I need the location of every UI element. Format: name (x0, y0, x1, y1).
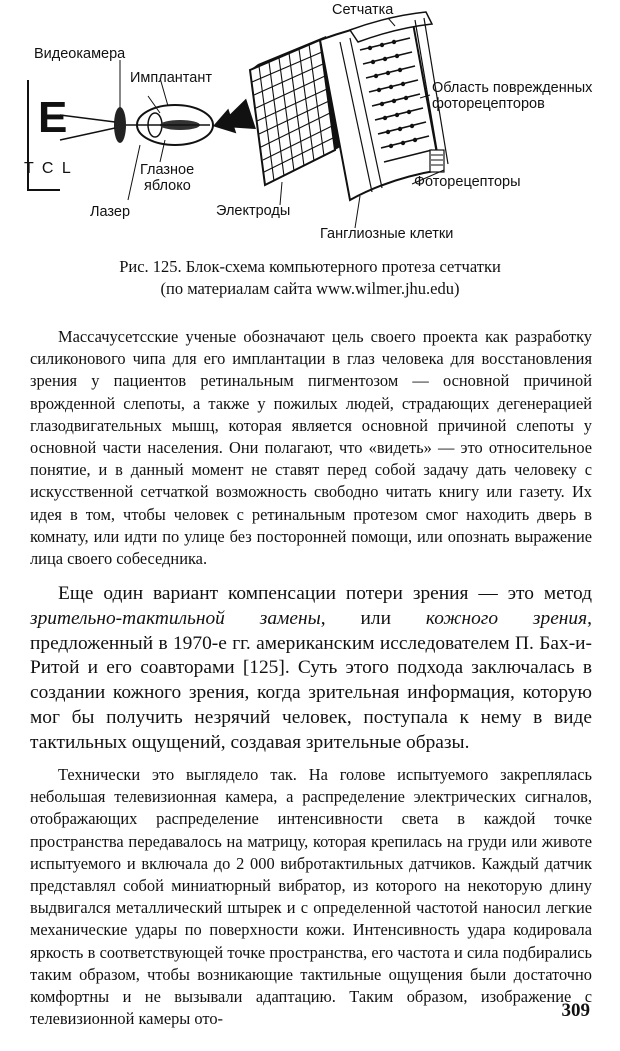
caption-line-2: (по материалам сайта www.wilmer.jhu.edu) (160, 279, 460, 298)
label-damaged-area-1: Область поврежденных (432, 80, 593, 96)
term-visual-tactile-substitution: зрительно-тактильной замены (30, 607, 321, 629)
label-eyeball-2: яблоко (144, 178, 191, 194)
paragraph-2-text-a: Еще один вариант компенсации потери зрения — это метод (58, 583, 592, 604)
paragraph-3-text: Технически это выглядело так. На голове испытуемого закреплялась небольшая телевизионная камера, а распределение электрических сигналов, отображающих распределение интенсивности света в каждой точке пространства передавалось на матрицу, которая крепилась на груди или животе испытуемого и включала до 2 000 вибротактильных датчиков. Каждый датчик представлял собой миниатюрный вибратор, из которого на некоторую длину выдвигался металлический штырек и с определенной частотой наносил легкие механические удары по поверхности кожи. Интенсивность удара кодировала яркость в соответствующей точке пространства, его частота и сила подбирались таким образом, чтобы возникающие тактильные ощущения были достаточно комфортны и не вызывали адаптацию. Таким образом, изображение с телевизионной камеры ото- (30, 765, 592, 1029)
label-retina: Сетчатка (332, 2, 394, 18)
eye-chart-small-letters: T C L (24, 160, 73, 177)
label-ganglion-cells: Ганглиозные клетки (320, 226, 454, 242)
video-camera-icon (114, 60, 126, 143)
figure-caption (40, 256, 580, 300)
paragraph-3 (30, 764, 592, 1030)
paragraph-1-text: Массачусетсские ученые обозначают цель своего проекта как разработку силиконового чипа для его имплантации в глаз человека для восстановления зрения у пациентов ретинальным пигментозом — основной причиной врожденной слепоты, а также у пожилых людей, страдающих дегенерацией глазодвигательных мышц, которая является основной причиной слепоты у основной части населения. Они полагают, что «видеть» — это относительное понятие, и в данный момент не ставят перед собой задачу дать человеку с искусственной сетчаткой возможность свободно читать книгу или газету. Их идея в том, чтобы человек с ретинальным протезом смог находить дверь в комнату, или идти по улице без посторонней помощи, или опознать выражение лица своего собеседника. (30, 327, 592, 569)
retina-prosthesis-figure (20, 0, 600, 252)
label-implant: Имплантант (130, 70, 212, 86)
label-damaged-area-2: фоторецепторов (432, 96, 545, 112)
label-photoreceptors: Фоторецепторы (414, 174, 521, 190)
label-camera: Видеокамера (34, 46, 126, 62)
arrow-icon (208, 99, 256, 142)
paragraph-2-text-c: , предложенный в 1970-е гг. американским исследователем П. Бах-и-Ритой и его соавторами [125]. Суть этого подхода заключалась в создании кожного зрения, когда зрительная информация, которую мог бы получить незрячий человек, поступала к нему в виде тактильных ощущений, создавая зрительные образы. (30, 607, 592, 753)
paragraph-1 (30, 326, 592, 570)
paragraph-2 (30, 582, 592, 756)
label-electrodes: Электроды (216, 203, 291, 219)
eye-chart-big-letter: E (38, 93, 68, 142)
retina-block-icon (320, 12, 448, 200)
paragraph-2-text-b: , или (320, 607, 426, 629)
label-eyeball-1: Глазное (140, 162, 195, 178)
term-skin-vision: кожного зрения (425, 607, 588, 629)
page-number: 309 (561, 1000, 590, 1021)
caption-line-1: Рис. 125. Блок-схема компьютерного протеза сетчатки (119, 257, 501, 276)
label-laser: Лазер (90, 204, 131, 220)
